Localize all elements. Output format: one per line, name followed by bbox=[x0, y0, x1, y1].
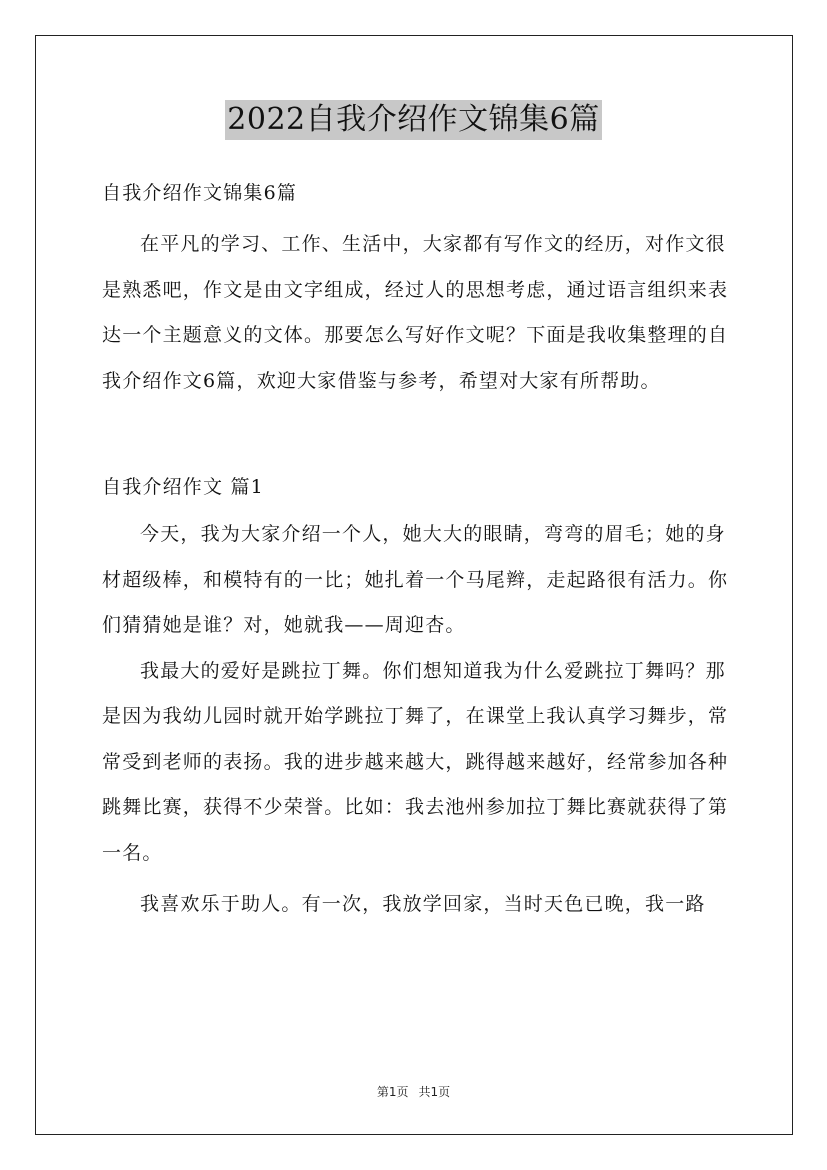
page-number: 第1页 bbox=[376, 1085, 409, 1099]
page-total: 共1页 bbox=[418, 1085, 451, 1099]
body-paragraph: 今天，我为大家介绍一个人，她大大的眼睛，弯弯的眉毛；她的身材超级棒，和模特有的一比；她扎着一个马尾辫，走起路很有活力。你们猜猜她是谁？对，她就我——周迎杏。 bbox=[102, 523, 729, 636]
body-paragraph: 我喜欢乐于助人。有一次，我放学回家，当时天色已晚，我一路 bbox=[140, 893, 706, 915]
section-heading: 自我介绍作文 篇1 bbox=[102, 476, 264, 498]
page-footer bbox=[0, 1083, 827, 1101]
document-title: 2022自我介绍作文锦集6篇 bbox=[225, 100, 601, 140]
document-subtitle: 自我介绍作文锦集6篇 bbox=[102, 182, 298, 204]
title-container bbox=[0, 100, 827, 140]
intro-paragraph: 在平凡的学习、工作、生活中，大家都有写作文的经历，对作文很是熟悉吧，作文是由文字组成，经过人的思想考虑，通过语言组织来表达一个主题意义的文体。那要怎么写好作文呢？下面是我收集整理的自我介绍作文6篇，欢迎大家借鉴与参考，希望对大家有所帮助。 bbox=[102, 233, 729, 392]
body-paragraph: 我最大的爱好是跳拉丁舞。你们想知道我为什么爱跳拉丁舞吗？那是因为我幼儿园时就开始学跳拉丁舞了，在课堂上我认真学习舞步，常常受到老师的表扬。我的进步越来越大，跳得越来越好，经常参加各种跳舞比赛，获得不少荣誉。比如：我去池州参加拉丁舞比赛就获得了第一名。 bbox=[102, 659, 729, 864]
document-body bbox=[102, 176, 730, 928]
